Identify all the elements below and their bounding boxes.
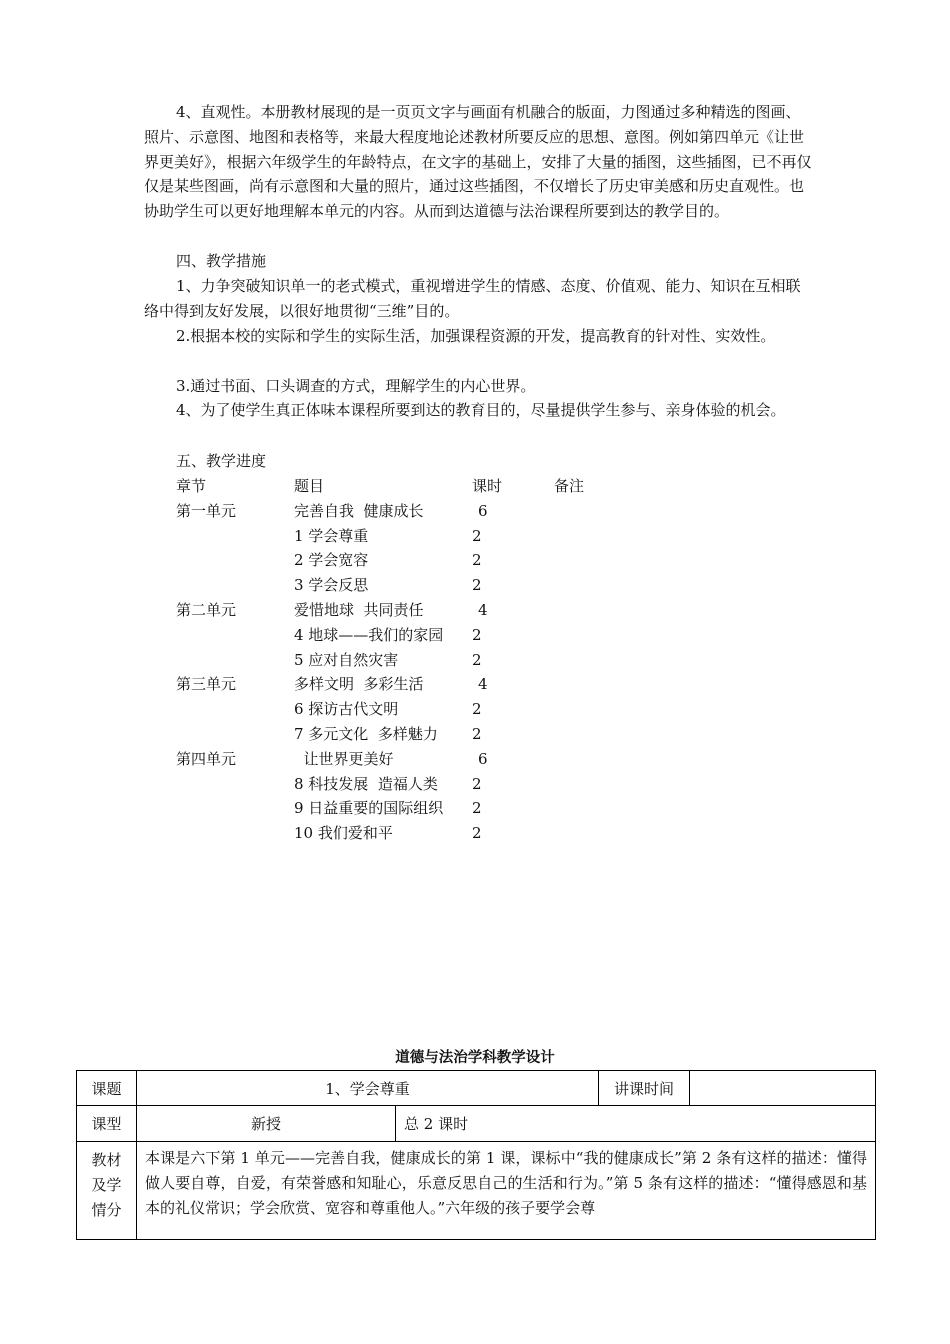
topic-row	[77, 1071, 876, 1106]
time-label: 讲课时间	[599, 1071, 690, 1106]
measure-item-4: 4、为了使学生真正体味本课程所要到达的教育目的，尽量提供学生参与、亲身体验的机会。	[176, 401, 786, 419]
measure-item-3: 3.通过书面、口头调查的方式，理解学生的内心世界。	[176, 377, 536, 395]
schedule-hours: 2	[472, 700, 482, 719]
type-row	[77, 1106, 876, 1142]
total-hours: 总 2 课时	[396, 1106, 876, 1142]
col-title-header: 题目	[294, 477, 325, 495]
schedule-hours: 2	[472, 799, 482, 818]
schedule-row	[176, 672, 676, 697]
design-title: 道德与法治学科教学设计	[395, 1050, 555, 1066]
schedule-title: 8 科技发展 造福人类	[294, 774, 438, 793]
schedule-row	[176, 499, 676, 524]
schedule-hours: 2	[472, 824, 482, 843]
schedule-row	[176, 524, 676, 549]
schedule-row	[176, 697, 676, 722]
type-label: 课型	[77, 1106, 137, 1142]
schedule-hours: 2	[472, 526, 482, 545]
schedule-title: 爱惜地球 共同责任	[294, 600, 424, 619]
schedule-hours: 6	[478, 501, 488, 520]
col-hours-header: 课时	[472, 477, 503, 495]
analysis-row	[77, 1142, 876, 1240]
measure-item-2: 2.根据本校的实际和学生的实际生活，加强课程资源的开发，提高教育的针对性、实效性。	[176, 327, 776, 345]
schedule-row	[176, 747, 676, 772]
analysis-text: 本课是六下第 1 单元——完善自我，健康成长的第 1 课，课标中“我的健康成长”第 2 条有这样的描述：懂得做人要自尊，自爱，有荣誉感和知耻心，乐意反思自己的生活和行为。”第 5 条有这样的描述：“懂得感恩和基本的礼仪常识；学会欣赏、宽容和尊重他人。”六年级的孩子要学会尊	[137, 1142, 876, 1240]
schedule-row	[176, 548, 676, 573]
schedule-row	[176, 772, 676, 797]
topic-value: 1、学会尊重	[137, 1071, 599, 1106]
schedule-chapter: 第二单元	[176, 600, 237, 619]
topic-label: 课题	[77, 1071, 137, 1106]
design-table	[76, 1070, 876, 1240]
schedule-row	[176, 623, 676, 648]
schedule-chapter: 第四单元	[176, 749, 237, 768]
analysis-label-line-3: 情分	[91, 1201, 122, 1219]
schedule-hours: 2	[472, 650, 482, 669]
schedule-heading: 五、教学进度	[176, 452, 267, 470]
measures-heading: 四、教学措施	[176, 252, 267, 270]
schedule-list	[176, 474, 676, 846]
schedule-title: 9 日益重要的国际组织	[294, 799, 444, 818]
schedule-header-row	[176, 474, 676, 499]
schedule-title: 完善自我 健康成长	[294, 501, 424, 520]
schedule-row	[176, 821, 676, 846]
schedule-title: 让世界更美好	[294, 749, 394, 768]
schedule-hours: 4	[478, 600, 488, 619]
schedule-hours: 2	[472, 625, 482, 644]
schedule-row	[176, 598, 676, 623]
schedule-row	[176, 648, 676, 673]
time-value[interactable]	[690, 1071, 876, 1106]
schedule-row	[176, 573, 676, 598]
col-chapter-header: 章节	[176, 477, 207, 495]
measure-item-1: 1、力争突破知识单一的老式模式，重视增进学生的情感、态度、价值观、能力、知识在互相联络中得到友好发展，以很好地贯彻“三维”目的。	[144, 277, 801, 320]
schedule-title: 多样文明 多彩生活	[294, 675, 424, 694]
schedule-title: 7 多元文化 多样魅力	[294, 724, 438, 743]
schedule-title: 5 应对自然灾害	[294, 650, 399, 669]
type-value: 新授	[137, 1106, 396, 1142]
schedule-hours: 2	[472, 774, 482, 793]
schedule-title: 2 学会宽容	[294, 551, 369, 570]
schedule-hours: 2	[472, 576, 482, 595]
schedule-title: 3 学会反思	[294, 576, 369, 595]
schedule-hours: 6	[478, 749, 488, 768]
schedule-hours: 2	[472, 724, 482, 743]
analysis-label-line-2: 及学	[91, 1176, 122, 1194]
schedule-title: 4 地球——我们的家园	[294, 625, 444, 644]
schedule-hours: 4	[478, 675, 488, 694]
analysis-label	[77, 1142, 137, 1240]
schedule-row	[176, 722, 676, 747]
intro-point-4: 4、直观性。本册教材展现的是一页页文字与画面有机融合的版面，力图通过多种精选的图画、照片、示意图、地图和表格等，来最大程度地论述教材所要反应的思想、意图。例如第四单元《让世界更美好》，根据六年级学生的年龄特点，在文字的基础上，安排了大量的插图，这些插图，已不再仅仅是某些图画，尚有示意图和大量的照片，通过这些插图，不仅增长了历史审美感和历史直观性。也协助学生可以更好地理解本单元的内容。从而到达道德与法治课程所要到达的教学目的。	[144, 103, 812, 221]
schedule-title: 10 我们爱和平	[294, 824, 393, 843]
analysis-label-line-1: 教材	[91, 1151, 122, 1169]
col-notes-header: 备注	[554, 477, 585, 495]
schedule-title: 6 探访古代文明	[294, 700, 399, 719]
schedule-row	[176, 796, 676, 821]
schedule-chapter: 第三单元	[176, 675, 237, 694]
schedule-title: 1 学会尊重	[294, 526, 369, 545]
schedule-chapter: 第一单元	[176, 501, 237, 520]
schedule-hours: 2	[472, 551, 482, 570]
